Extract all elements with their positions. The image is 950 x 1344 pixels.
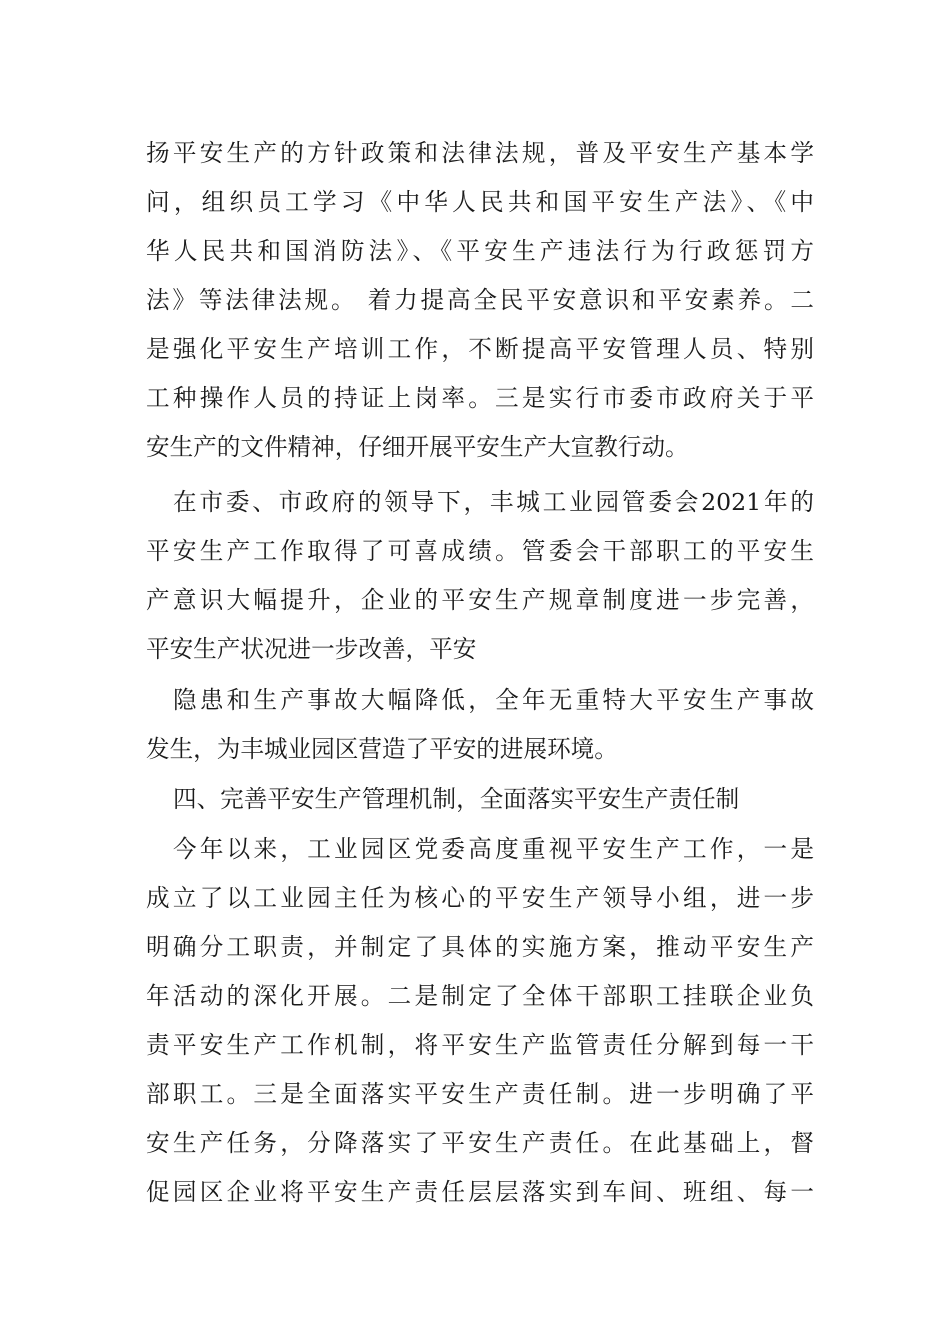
text-line: 发生，为丰城业园区营造了平安的进展环境。 [146, 735, 618, 763]
text-line: 隐患和生产事故大幅降低，全年无重特大平安生产事故 [173, 686, 814, 714]
text-line: 问，组织员工学习《中华人民共和国平安生产法》、《中 [146, 188, 814, 216]
text-line: 产意识大幅提升，企业的平安生产规章制度进一步完善， [146, 586, 814, 614]
text-line: 平安生产状况进一步改善，平安 [146, 635, 477, 663]
text-line: 责平安生产工作机制，将平安生产监管责任分解到每一干 [146, 1031, 814, 1059]
text-line: 年活动的深化开展。二是制定了全体干部职工挂联企业负 [146, 982, 814, 1010]
text-line: 部职工。三是全面落实平安生产责任制。进一步明确了平 [146, 1080, 814, 1108]
text-line: 平安生产工作取得了可喜成绩。管委会干部职工的平安生 [146, 537, 814, 565]
text-line: 今年以来，工业园区党委高度重视平安生产工作，一是 [173, 835, 814, 863]
text-line: 法》等法律法规。 着力提高全民平安意识和平安素养。二 [146, 286, 814, 314]
text-line: 华人民共和国消防法》、《平安生产违法行为行政惩罚方 [146, 237, 814, 265]
text-line: 工种操作人员的持证上岗率。三是实行市委市政府关于平 [146, 384, 814, 412]
section-heading: 四、完善平安生产管理机制，全面落实平安生产责任制 [173, 785, 740, 813]
text-line: 安生产的文件精神，仔细开展平安生产大宣教行动。 [146, 433, 689, 461]
text-line: 扬平安生产的方针政策和法律法规，普及平安生产基本学 [146, 139, 814, 167]
text-line: 促园区企业将平安生产责任层层落实到车间、班组、每一 [146, 1178, 814, 1206]
text-line: 是强化平安生产培训工作，不断提高平安管理人员、特别 [146, 335, 814, 363]
text-line: 在市委、市政府的领导下，丰城工业园管委会2021年的 [173, 488, 814, 516]
text-line: 安生产任务，分降落实了平安生产责任。在此基础上，督 [146, 1129, 814, 1157]
text-line: 成立了以工业园主任为核心的平安生产领导小组，进一步 [146, 884, 814, 912]
text-line: 明确分工职责，并制定了具体的实施方案，推动平安生产 [146, 933, 814, 961]
